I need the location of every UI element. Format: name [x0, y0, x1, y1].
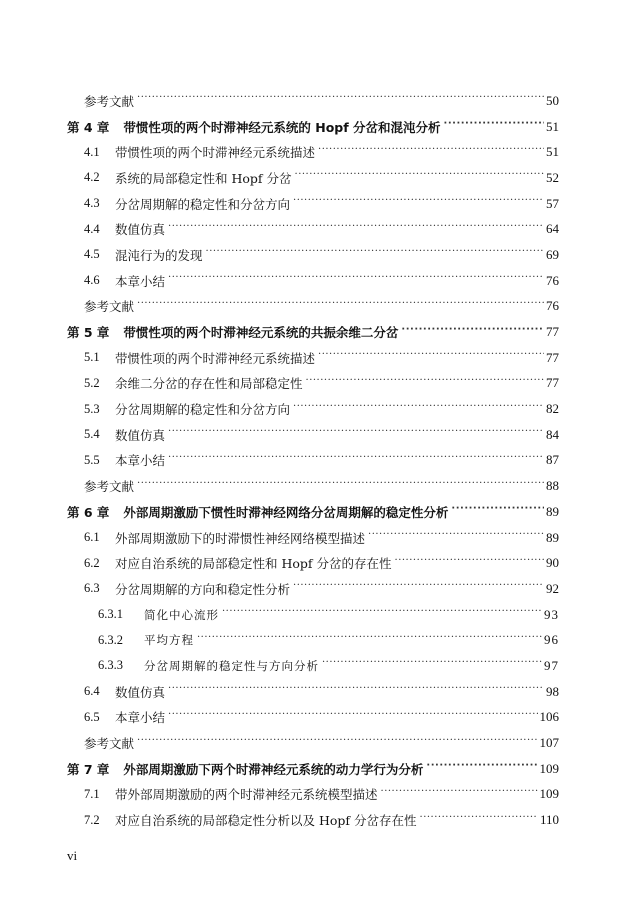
toc-entry-page-number: 109	[539, 760, 559, 776]
dot-leader	[197, 634, 542, 647]
page-number-footer: vi	[67, 848, 78, 863]
toc-entry-title: 简化中心流形	[144, 607, 219, 622]
toc-section-entry[interactable]	[67, 139, 559, 165]
toc-entry-number: 5.4	[84, 427, 100, 442]
toc-chapter-entry[interactable]	[67, 319, 559, 345]
toc-entry-page-number: 51	[546, 118, 559, 134]
toc-subsubsection-entry[interactable]	[67, 602, 559, 628]
toc-entry-title: 带惯性项的两个时滞神经元系统的 Hopf 分岔和混沌分析	[123, 119, 441, 135]
dot-leader	[168, 711, 537, 724]
toc-entry-page-number: 96	[544, 632, 559, 648]
toc-entry-title: 分岔周期解的方向和稳定性分析	[115, 581, 291, 597]
toc-references-entry[interactable]	[67, 294, 559, 320]
toc-entry-title: 平均方程	[144, 633, 194, 648]
toc-section-entry[interactable]	[67, 242, 559, 268]
toc-entry-page-number: 89	[546, 503, 559, 519]
toc-section-entry[interactable]	[67, 550, 559, 576]
dot-leader	[222, 608, 542, 621]
toc-entry-page-number: 97	[544, 657, 559, 673]
dot-leader	[168, 428, 544, 441]
toc-entry-number: 5.2	[84, 375, 100, 390]
dot-leader	[318, 146, 544, 159]
dot-leader	[168, 454, 544, 467]
toc-section-entry[interactable]	[67, 191, 559, 217]
toc-entry-page-number: 82	[546, 401, 559, 417]
toc-entry-page-number: 77	[546, 349, 559, 365]
toc-entry-number: 第 7 章	[67, 761, 110, 777]
toc-chapter-entry[interactable]	[67, 499, 559, 525]
dot-leader	[168, 223, 544, 236]
toc-section-entry[interactable]	[67, 525, 559, 551]
dot-leader	[137, 300, 544, 313]
toc-section-entry[interactable]	[67, 165, 559, 191]
toc-entry-number: 6.1	[84, 530, 100, 545]
toc-section-entry[interactable]	[67, 807, 559, 833]
toc-entry-title: 带惯性项的两个时滞神经元系统描述	[115, 145, 316, 161]
toc-section-entry[interactable]	[67, 396, 559, 422]
toc-entry-number: 4.2	[84, 170, 100, 185]
dot-leader	[293, 403, 544, 416]
toc-entry-title: 外部周期激励下的时滞惯性神经网络模型描述	[115, 530, 366, 546]
dot-leader	[206, 248, 544, 261]
dot-leader	[168, 274, 544, 287]
toc-entry-page-number: 64	[546, 221, 559, 237]
toc-entry-page-number: 84	[546, 426, 559, 442]
toc-entry-number: 5.5	[84, 452, 100, 467]
toc-entry-page-number: 77	[546, 375, 559, 391]
toc-entry-page-number: 76	[546, 298, 559, 314]
toc-entry-title: 参考文献	[84, 93, 135, 109]
dot-leader	[295, 171, 544, 184]
toc-entry-page-number: 50	[546, 92, 559, 108]
dot-leader	[401, 326, 544, 339]
toc-entry-number: 4.3	[84, 196, 100, 211]
toc-entry-title: 参考文献	[84, 479, 135, 495]
toc-entry-number: 6.3.2	[98, 632, 123, 647]
toc-entry-title: 外部周期激励下惯性时滞神经网络分岔周期解的稳定性分析	[123, 504, 449, 520]
toc-entry-page-number: 107	[539, 735, 559, 751]
toc-entry-number: 5.1	[84, 350, 100, 365]
dot-leader	[322, 659, 542, 672]
dot-leader	[168, 685, 544, 698]
dot-leader	[318, 351, 544, 364]
dot-leader	[420, 814, 538, 827]
toc-entry-title: 数值仿真	[115, 427, 166, 443]
toc-section-entry[interactable]	[67, 216, 559, 242]
toc-entry-title: 本章小结	[115, 710, 166, 726]
toc-entry-page-number: 93	[544, 606, 559, 622]
toc-entry-number: 6.3	[84, 581, 100, 596]
toc-chapter-entry[interactable]	[67, 756, 559, 782]
toc-entry-title: 混沌行为的发现	[115, 247, 203, 263]
toc-entry-page-number: 51	[546, 144, 559, 160]
toc-section-entry[interactable]	[67, 576, 559, 602]
toc-entry-page-number: 88	[546, 478, 559, 494]
toc-entry-page-number: 106	[539, 709, 559, 725]
toc-entry-number: 6.2	[84, 555, 100, 570]
toc-entry-page-number: 89	[546, 529, 559, 545]
toc-entry-page-number: 77	[546, 324, 559, 340]
toc-entry-title: 带惯性项的两个时滞神经元系统描述	[115, 350, 316, 366]
toc-entry-number: 4.1	[84, 144, 100, 159]
toc-entry-number: 第 5 章	[67, 325, 110, 341]
toc-entry-number: 6.5	[84, 709, 100, 724]
toc-subsubsection-entry[interactable]	[67, 627, 559, 653]
dot-leader	[426, 762, 537, 775]
toc-entry-number: 第 4 章	[67, 119, 110, 135]
dot-leader	[395, 557, 544, 570]
table-of-contents	[67, 88, 559, 833]
dot-leader	[368, 531, 544, 544]
dot-leader	[381, 788, 538, 801]
toc-entry-title: 带惯性项的两个时滞神经元系统的共振余维二分岔	[123, 325, 399, 341]
toc-entry-title: 带外部周期激励的两个时滞神经元系统模型描述	[115, 787, 378, 803]
toc-entry-title: 本章小结	[115, 453, 166, 469]
dot-leader	[293, 582, 544, 595]
toc-entry-title: 分岔周期解的稳定性和分岔方向	[115, 196, 291, 212]
toc-entry-number: 6.3.3	[98, 658, 123, 673]
toc-entry-page-number: 109	[539, 786, 559, 802]
dot-leader	[137, 480, 544, 493]
dot-leader	[306, 377, 544, 390]
toc-entry-title: 对应自治系统的局部稳定性分析以及 Hopf 分岔存在性	[115, 813, 417, 829]
toc-entry-number: 4.6	[84, 273, 100, 288]
toc-entry-title: 本章小结	[115, 273, 166, 289]
toc-entry-title: 数值仿真	[115, 684, 166, 700]
toc-entry-number: 7.1	[84, 786, 100, 801]
toc-entry-title: 参考文献	[84, 736, 135, 752]
toc-entry-number: 4.5	[84, 247, 100, 262]
toc-entry-page-number: 90	[546, 555, 559, 571]
toc-entry-page-number: 52	[546, 169, 559, 185]
toc-entry-page-number: 69	[546, 246, 559, 262]
toc-references-entry[interactable]	[67, 473, 559, 499]
dot-leader	[444, 120, 544, 133]
toc-section-entry[interactable]	[67, 705, 559, 731]
toc-section-entry[interactable]	[67, 268, 559, 294]
toc-entry-title: 余维二分岔的存在性和局部稳定性	[115, 376, 303, 392]
toc-entry-number: 4.4	[84, 221, 100, 236]
dot-leader	[137, 737, 537, 750]
toc-subsubsection-entry[interactable]	[67, 653, 559, 679]
dot-leader	[293, 197, 544, 210]
toc-section-entry[interactable]	[67, 345, 559, 371]
toc-entry-number: 6.4	[84, 684, 100, 699]
toc-entry-page-number: 57	[546, 195, 559, 211]
toc-entry-page-number: 98	[546, 683, 559, 699]
toc-entry-title: 数值仿真	[115, 222, 166, 238]
toc-section-entry[interactable]	[67, 371, 559, 397]
toc-entry-title: 分岔周期解的稳定性与方向分析	[144, 658, 319, 673]
toc-chapter-entry[interactable]	[67, 114, 559, 140]
toc-entry-title: 分岔周期解的稳定性和分岔方向	[115, 402, 291, 418]
toc-references-entry[interactable]	[67, 730, 559, 756]
dot-leader	[451, 505, 544, 518]
toc-entry-title: 对应自治系统的局部稳定性和 Hopf 分岔的存在性	[115, 556, 392, 572]
toc-entry-number: 第 6 章	[67, 504, 110, 520]
toc-section-entry[interactable]	[67, 679, 559, 705]
toc-section-entry[interactable]	[67, 448, 559, 474]
toc-entry-page-number: 76	[546, 272, 559, 288]
toc-section-entry[interactable]	[67, 782, 559, 808]
toc-references-entry[interactable]	[67, 88, 559, 114]
toc-entry-number: 6.3.1	[98, 607, 123, 622]
toc-entry-title: 参考文献	[84, 299, 135, 315]
toc-entry-number: 7.2	[84, 812, 100, 827]
dot-leader	[137, 94, 544, 107]
toc-entry-number: 5.3	[84, 401, 100, 416]
toc-entry-page-number: 110	[539, 812, 559, 828]
toc-entry-page-number: 92	[546, 580, 559, 596]
toc-entry-page-number: 87	[546, 452, 559, 468]
toc-section-entry[interactable]	[67, 422, 559, 448]
toc-entry-title: 系统的局部稳定性和 Hopf 分岔	[115, 170, 292, 186]
toc-entry-title: 外部周期激励下两个时滞神经元系统的动力学行为分析	[123, 761, 424, 777]
